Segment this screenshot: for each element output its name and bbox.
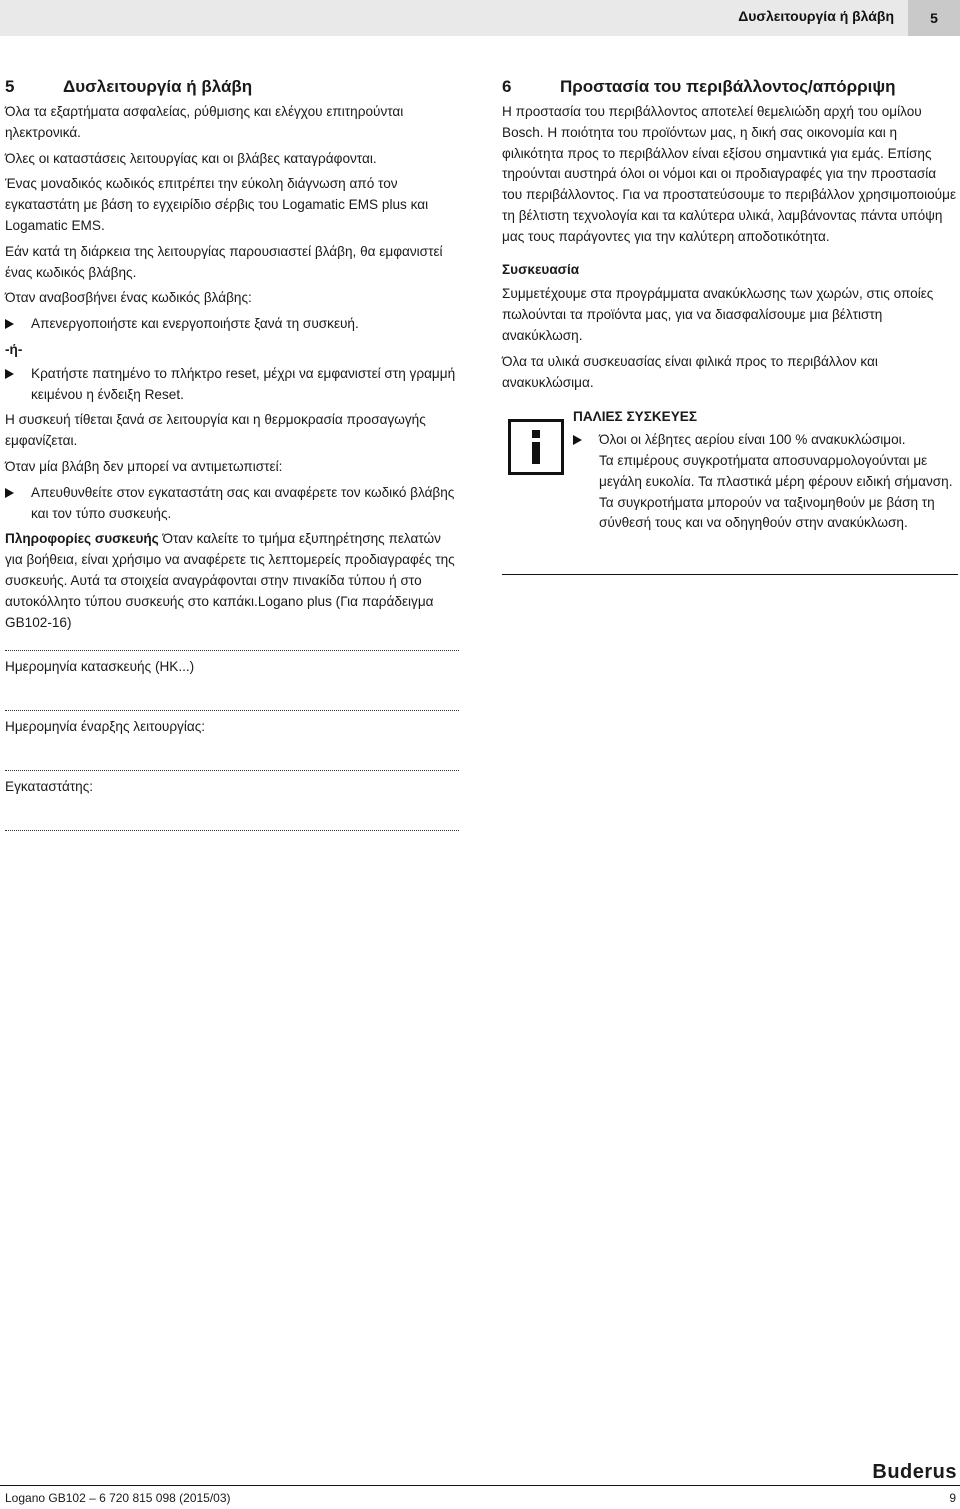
paragraph: Εάν κατά τη διάρκεια της λειτουργίας παρουσιαστεί βλάβη, θα εμφανιστεί ένας κωδικός βλάβης. (5, 243, 443, 280)
bullet-item (5, 314, 459, 335)
info-icon (508, 419, 564, 475)
manufacture-date-label: Ημερομηνία κατασκευής (HK...) (5, 659, 195, 675)
old-appliances-info-box (502, 407, 958, 577)
info-box-content (573, 407, 958, 539)
paragraph: Ένας μοναδικός κωδικός επιτρέπει την εύκολη διάγνωση από τον εγκαταστάτη με βάση το εγχειρίδιο σέρβις του Logamatic EMS plus και Logamatic EMS. (5, 176, 429, 233)
triangle-bullet-icon (5, 488, 14, 498)
right-column (502, 76, 958, 577)
bullet-item (573, 430, 958, 451)
old-appliances-title: ΠΑΛΙΕΣ ΣΥΣΚΕΥΕΣ (573, 409, 698, 425)
left-column (5, 76, 459, 831)
buderus-logo: Buderus (872, 1461, 957, 1483)
paragraph: Όταν αναβοσβήνει ένας κωδικός βλάβης: (5, 290, 252, 306)
section-title: Προστασία του περιβάλλοντος/απόρριψη (560, 77, 896, 96)
section-number: 5 (5, 77, 15, 96)
bullet-item (5, 483, 459, 525)
footer-document-id: Logano GB102 – 6 720 815 098 (2015/03) (5, 1491, 231, 1505)
paragraph: Η συσκευή τίθεται ξανά σε λειτουργία και η θερμοκρασία προσαγωγής εμφανίζεται. (5, 412, 426, 449)
triangle-bullet-icon (5, 319, 14, 329)
footer-rule (0, 1485, 960, 1486)
header-title: Δυσλειτουργία ή βλάβη (738, 8, 894, 24)
section-heading-5 (5, 76, 459, 98)
header-bar (0, 0, 960, 36)
bullet-item (5, 364, 459, 406)
dotted-fill-line (5, 698, 459, 711)
page-number: 9 (949, 1491, 956, 1505)
device-info-label: Πληροφορίες συσκευής (5, 531, 159, 547)
bullet-text: Απευθυνθείτε στον εγκαταστάτη σας και αναφέρετε τον κωδικό βλάβης και τον τύπο συσκευής. (31, 484, 455, 521)
dotted-fill-line (5, 818, 459, 831)
paragraph: Τα επιμέρους συγκροτήματα αποσυναρμολογούνται με μεγάλη ευκολία. Τα πλαστικά μέρη φέρουν ειδική σήμανση. Τα συγκροτήματα μπορούν να ταξινομηθούν με βάση τη σύνθεσή τους και να οδηγηθούν στην ανακύκλωση. (599, 452, 953, 531)
or-separator: -ή- (5, 341, 23, 357)
packaging-heading: Συσκευασία (502, 261, 580, 277)
bullet-text: Κρατήστε πατημένο το πλήκτρο reset, μέχρι να εμφανιστεί στη γραμμή κειμένου η ένδειξη Reset. (31, 365, 456, 402)
bullet-text: Απενεργοποιήστε και ενεργοποιήστε ξανά τη συσκευή. (31, 316, 359, 332)
section-number: 6 (502, 77, 512, 96)
paragraph: Όλα τα εξαρτήματα ασφαλείας, ρύθμισης και ελέγχου επιτηρούνται ηλεκτρονικά. (5, 104, 404, 140)
paragraph: Συμμετέχουμε στα προγράμματα ανακύκλωσης των χωρών, στις οποίες πωλούνται τα προϊόντα μας, για να διασφαλίσουμε μια βέλτιστη ανακύκλωση. (502, 286, 934, 343)
installer-label: Εγκαταστάτης: (5, 778, 94, 794)
paragraph: Όλα τα υλικά συσκευασίας είναι φιλικά προς το περιβάλλον και ανακυκλώσιμα. (502, 353, 878, 390)
dotted-fill-line (5, 638, 459, 651)
section-heading-6 (502, 76, 958, 98)
dotted-fill-line (5, 758, 459, 771)
triangle-bullet-icon (5, 369, 14, 379)
paragraph: Η προστασία του περιβάλλοντος αποτελεί θεμελιώδη αρχή του ομίλου Bosch. Η ποιότητα του προϊόντων μας, η δική σας οικονομία και η φιλικότητα προς το περιβάλλον είναι εξίσου σημαντικά για εμάς. Επίσης τηρούνται αυστηρά όλοι οι νόμοι και οι προδιαγραφές για την προστασία του περιβάλλοντος. Για να προστατεύσουμε το περιβάλλον χρησιμοποιούμε τη βέλτιστη τεχνολογία και τα καλύτερα υλικά, λαμβάνοντας πάντα υπόψη μας τους παράγοντες για την καλύτερη αποδοτικότητα. (502, 104, 957, 244)
paragraph: Όταν μία βλάβη δεν μπορεί να αντιμετωπιστεί: (5, 458, 283, 474)
commissioning-date-label: Ημερομηνία έναρξης λειτουργίας: (5, 719, 206, 735)
bullet-text: Όλοι οι λέβητες αερίου είναι 100 % ανακυκλώσιμοι. (599, 432, 906, 448)
device-info-text: Όταν καλείτε το τμήμα εξυπηρέτησης πελατών για βοήθεια, είναι χρήσιμο να αναφέρετε τις λεπτομερείς προδιαγραφές της συσκευής. Αυτά τα στοιχεία αναγράφονται στην πινακίδα τύπου ή στο αυτοκόλλητο τύπου συσκευής στο καπάκι.Logano plus (Για παράδειγμα GB102-16) (5, 531, 455, 630)
header-section-number: 5 (908, 0, 960, 36)
section-title: Δυσλειτουργία ή βλάβη (63, 77, 253, 96)
info-box-rule (502, 574, 958, 575)
triangle-bullet-icon (573, 435, 582, 445)
device-info-paragraph (5, 529, 459, 633)
paragraph: Όλες οι καταστάσεις λειτουργίας και οι βλάβες καταγράφονται. (5, 150, 377, 166)
